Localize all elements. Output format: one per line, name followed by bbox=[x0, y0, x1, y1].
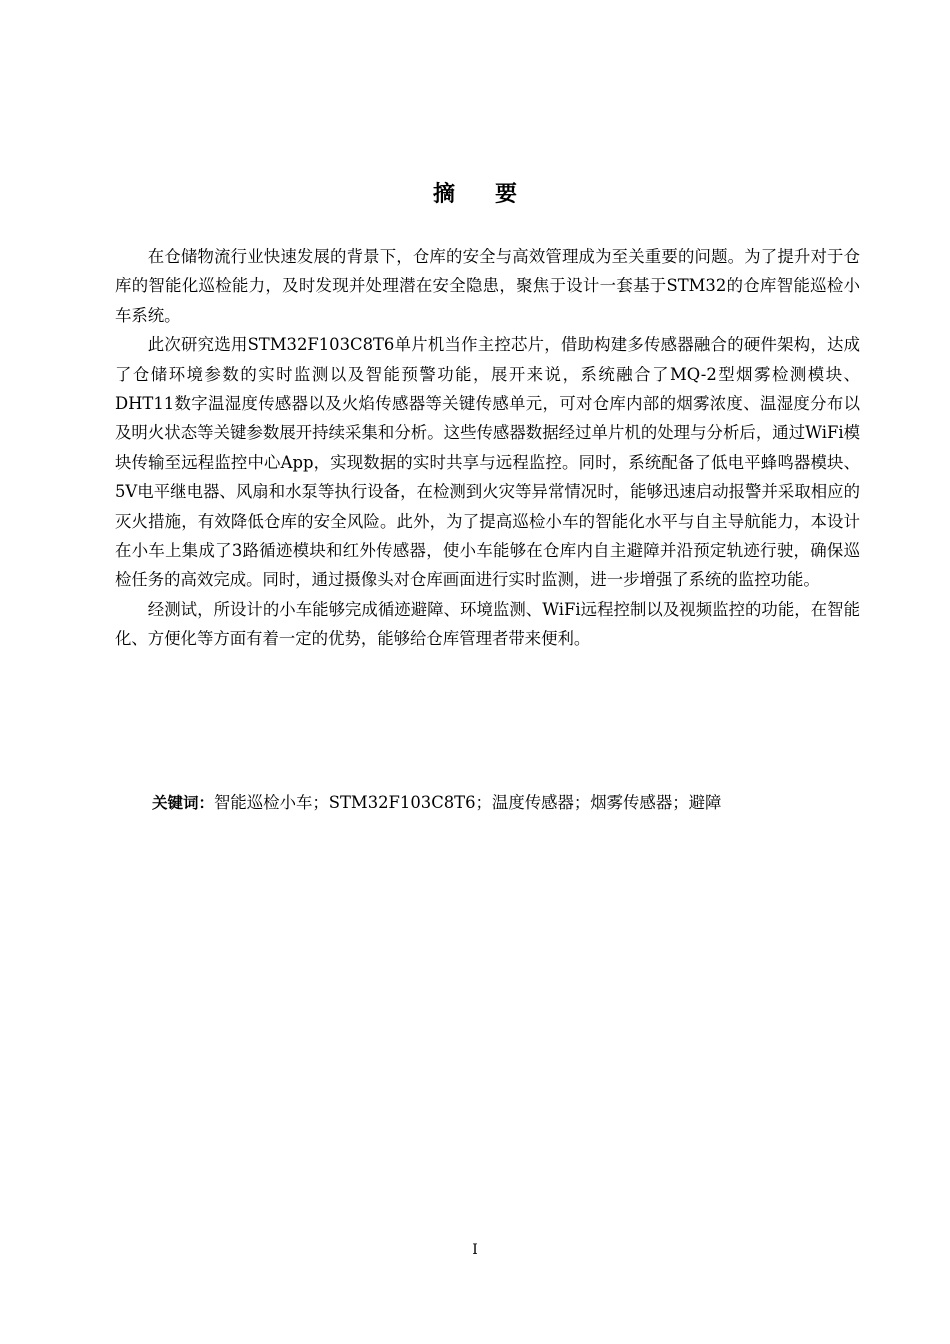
keywords-line bbox=[152, 788, 872, 818]
abstract-paragraph-2: 此次研究选用STM32F103C8T6单片机当作主控芯片，借助构建多传感器融合的硬件架构，达成了仓储环境参数的实时监测以及智能预警功能，展开来说，系统融合了MQ-2型烟雾检测模块、DHT11数字温湿度传感器以及火焰传感器等关键传感单元，可对仓库内部的烟雾浓度、温湿度分布以及明火状态等关键参数展开持续采集和分析。这些传感器数据经过单片机的处理与分析后，通过WiFi模块传输至远程监控中心App，实现数据的实时共享与远程监控。同时，系统配备了低电平蜂鸣器模块、5V电平继电器、风扇和水泵等执行设备，在检测到火灾等异常情况时，能够迅速启动报警并采取相应的灭火措施，有效降低仓库的安全风险。此外，为了提高巡检小车的智能化水平与自主导航能力，本设计在小车上集成了3路循迹模块和红外传感器，使小车能够在仓库内自主避障并沿预定轨迹行驶，确保巡检任务的高效完成。同时，通过摄像头对仓库画面进行实时监测，进一步增强了系统的监控功能。 bbox=[115, 335, 860, 590]
abstract-paragraph-1: 在仓储物流行业快速发展的背景下，仓库的安全与高效管理成为至关重要的问题。为了提升对于仓库的智能化巡检能力，及时发现并处理潜在安全隐患，聚焦于设计一套基于STM32的仓库智能巡检小车系统。 bbox=[115, 247, 860, 325]
keywords-label: 关键词： bbox=[152, 794, 215, 812]
abstract-title: 摘要 bbox=[432, 181, 557, 207]
abstract-paragraph-3: 经测试，所设计的小车能够完成循迹避障、环境监测、WiFi远程控制以及视频监控的功能，在智能化、方便化等方面有着一定的优势，能够给仓库管理者带来便利。 bbox=[115, 599, 860, 649]
keywords-list: 智能巡检小车；STM32F103C8T6；温度传感器；烟雾传感器；避障 bbox=[214, 793, 722, 812]
page-number: I bbox=[472, 1242, 478, 1258]
abstract-body bbox=[115, 242, 860, 654]
